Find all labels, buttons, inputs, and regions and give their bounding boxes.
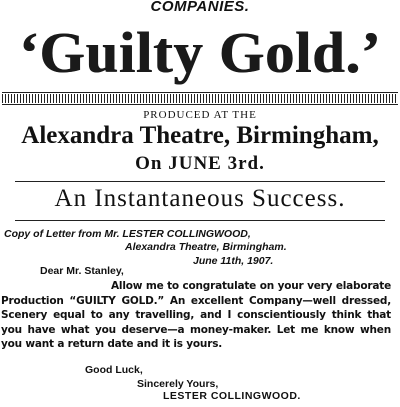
divider-top — [2, 92, 398, 93]
production-date: On JUNE 3rd. — [135, 153, 265, 174]
letter-closing: Good Luck, — [85, 364, 143, 376]
divider-bottom — [2, 104, 398, 105]
divider-before-headline — [15, 181, 385, 182]
letter-intro: Copy of Letter from Mr. LESTER COLLINGWOOD, — [4, 228, 251, 240]
headline: An Instantaneous Success. — [54, 185, 346, 212]
divider-after-headline — [15, 220, 385, 221]
produced-at-label: PRODUCED AT THE — [143, 109, 257, 121]
letter-date: June 11th, 1907. — [193, 255, 274, 267]
section-heading: COMPANIES. — [150, 0, 250, 15]
letter-body: Allow me to congratulate on your very elaborate Production “GUILTY GOLD.” An excellent Company—well dressed, Scenery equal to any travelling, and I conscientiously think that you have what you deserve—a money-maker. Let me know when you want a return date and it is yours. — [1, 280, 391, 350]
hatched-divider — [2, 94, 398, 103]
play-title: ‘Guilty Gold.’ — [18, 20, 382, 85]
letter-signature: LESTER COLLINGWOOD. — [163, 390, 301, 402]
theatre-name: Alexandra Theatre, Birmingham, — [21, 122, 379, 149]
letter-salutation: Dear Mr. Stanley, — [40, 265, 124, 277]
letter-theatre: Alexandra Theatre, Birmingham. — [125, 241, 287, 253]
letter-sign-off: Sincerely Yours, — [137, 378, 219, 390]
